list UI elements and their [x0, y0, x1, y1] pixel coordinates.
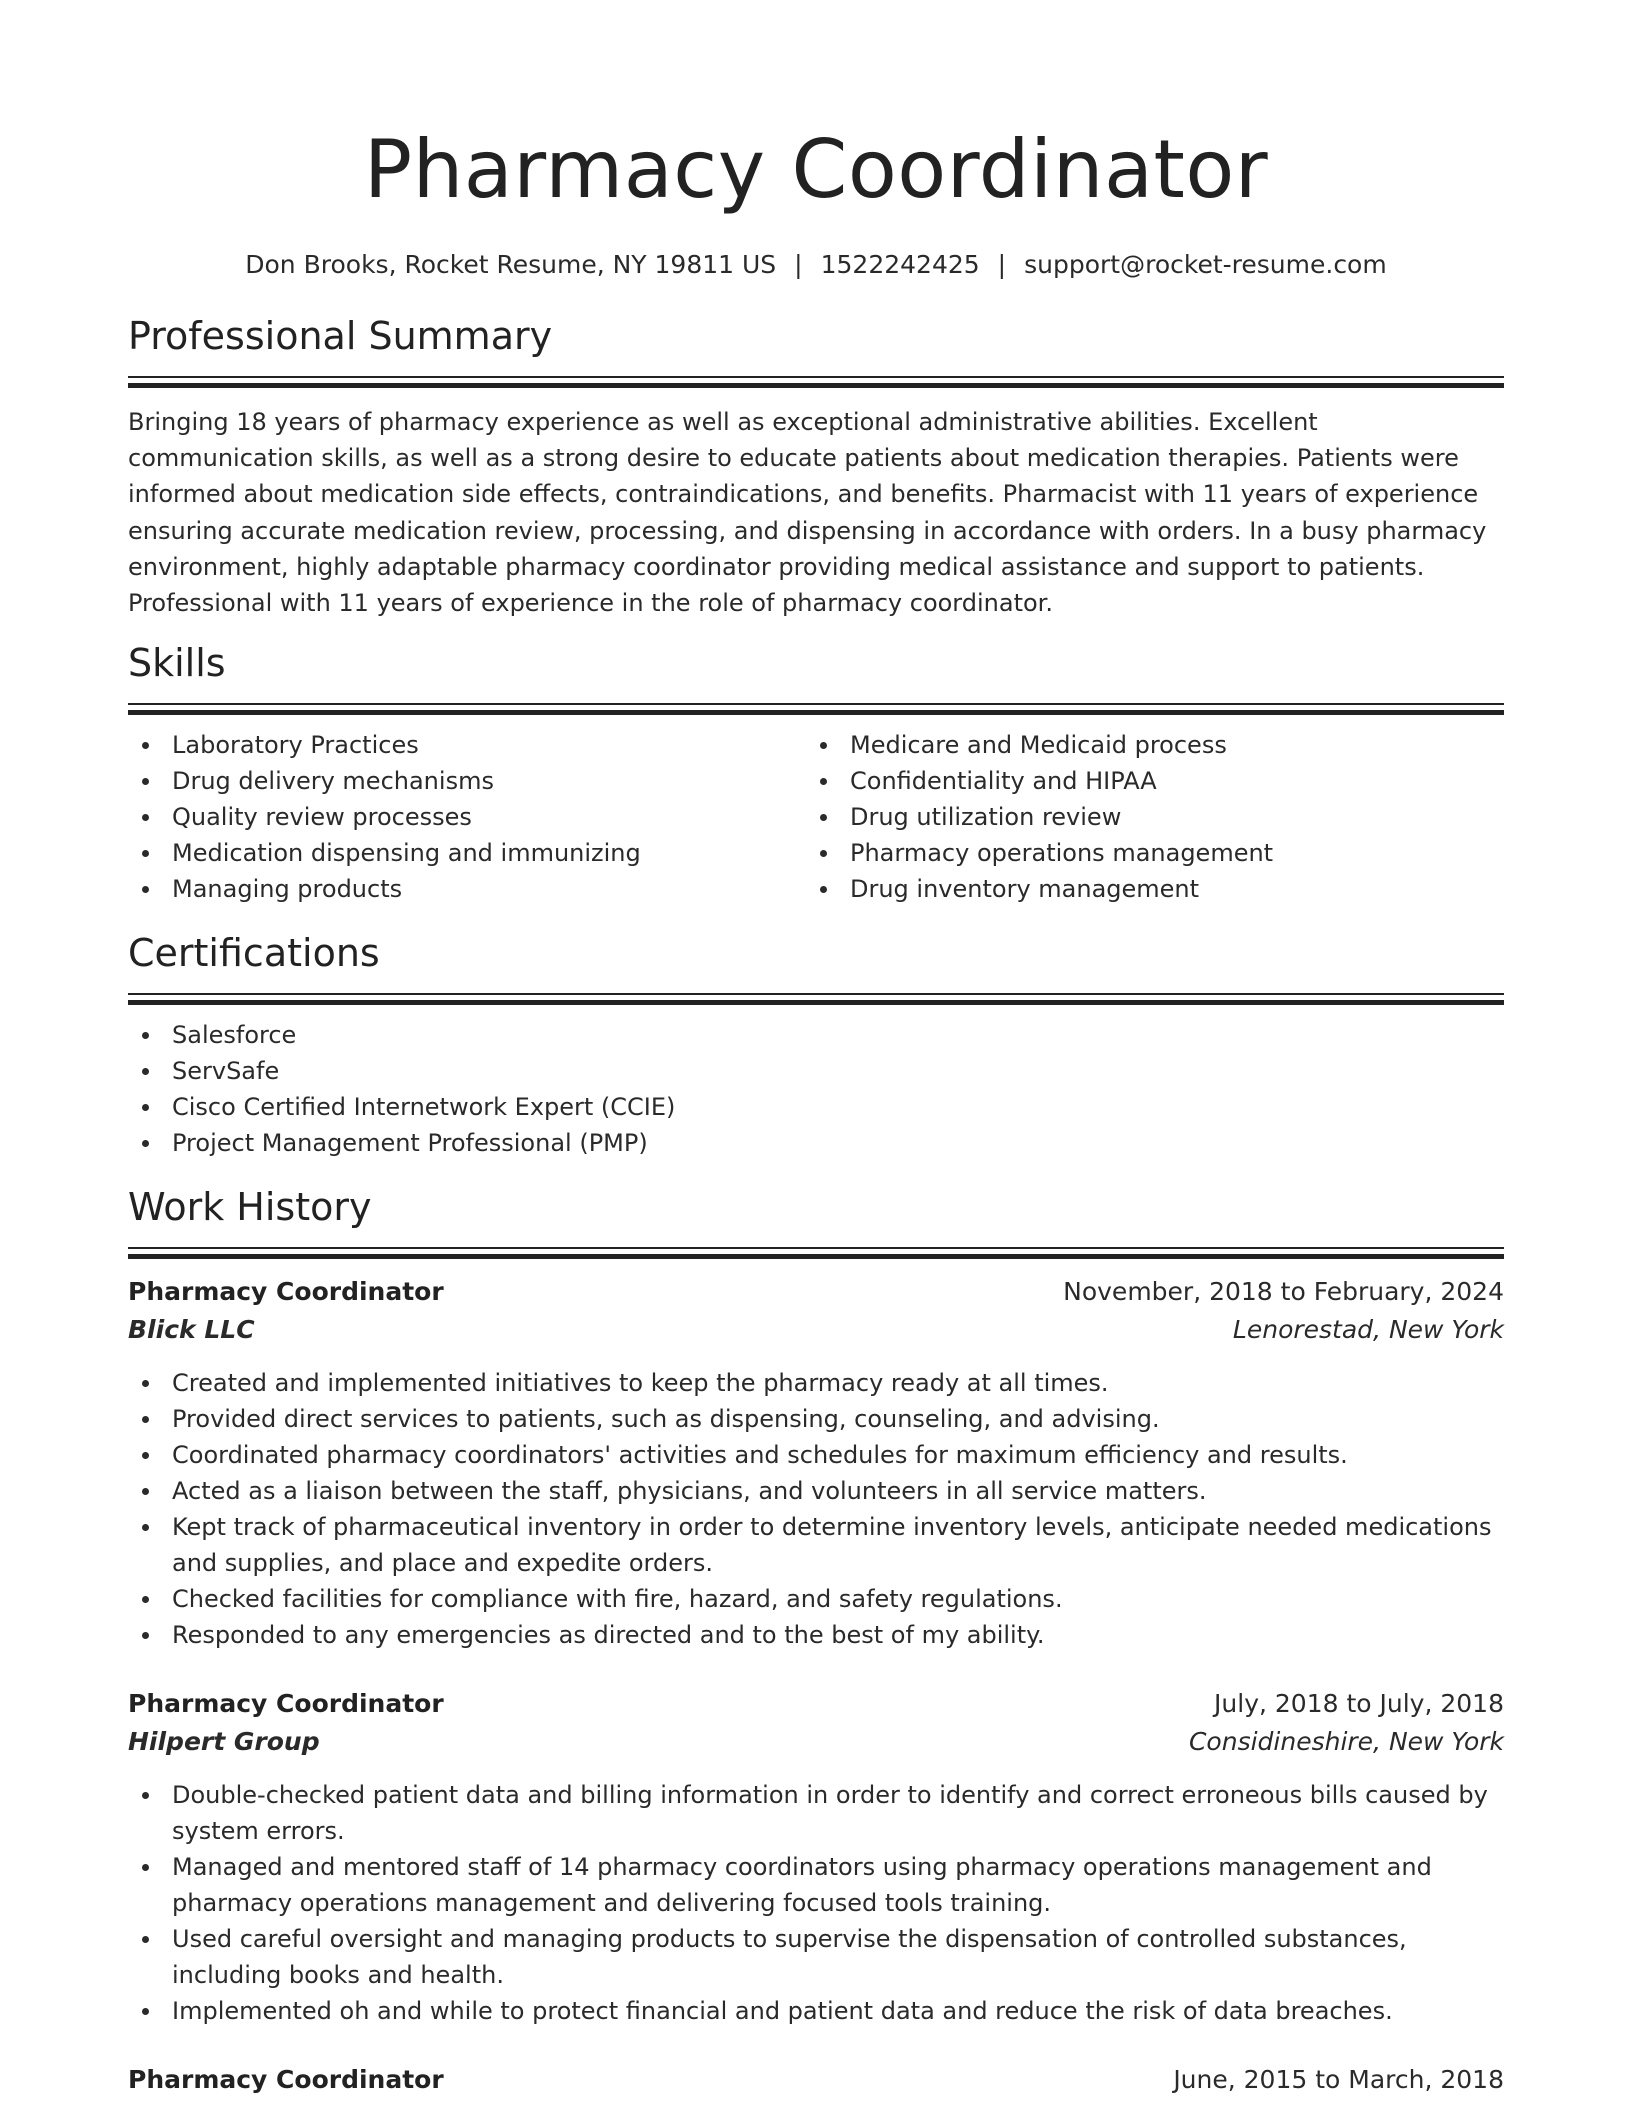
- certification-item: ServSafe: [128, 1053, 1504, 1089]
- job-location: Lenorestad, New York: [1232, 1315, 1504, 1345]
- section-divider: [128, 703, 1504, 715]
- certifications-section: [128, 929, 1504, 1161]
- job-bullet: Provided direct services to patients, such as dispensing, counseling, and advising.: [128, 1401, 1504, 1437]
- skills-heading: Skills: [128, 641, 226, 686]
- summary-section: [128, 312, 1504, 621]
- certification-item: Salesforce: [128, 1017, 1504, 1053]
- contact-line: [128, 248, 1504, 282]
- certifications-list: [128, 1017, 1504, 1161]
- skills-list-right: [806, 727, 1504, 907]
- skill-item: Quality review processes: [128, 799, 806, 835]
- job-company-row: [128, 1311, 1504, 1349]
- skill-item: Pharmacy operations management: [806, 835, 1504, 871]
- job-bullet: Coordinated pharmacy coordinators' activities and schedules for maximum efficiency and results.: [128, 1437, 1504, 1473]
- job-header-row: [128, 1685, 1504, 1723]
- job-header-row: [128, 2061, 1504, 2099]
- contact-separator: |: [997, 250, 1007, 279]
- section-divider: [128, 993, 1504, 1005]
- job-entry: [128, 2061, 1504, 2099]
- summary-text: Bringing 18 years of pharmacy experience as well as exceptional administrative abilities. Excellent communication skills, as well as a strong desire to educate patients about medication therapies. Patients were informed about medication side effects, contraindications, and benefits. Pharmacist with 11 years of experience ensuring accurate medication review, processing, and dispensing in accordance with orders. In a busy pharmacy environment, highly adaptable pharmacy coordinator providing medical assistance and support to patients. Professional with 11 years of experience in the role of pharmacy coordinator.: [128, 408, 1487, 618]
- job-dates: June, 2015 to March, 2018: [1173, 2065, 1504, 2095]
- job-bullet: Acted as a liaison between the staff, physicians, and volunteers in all service matters.: [128, 1473, 1504, 1509]
- skill-item: Managing products: [128, 871, 806, 907]
- job-dates: July, 2018 to July, 2018: [1214, 1689, 1504, 1719]
- resume-name-title: Pharmacy Coordinator: [363, 123, 1269, 216]
- job-bullet: Checked facilities for compliance with fire, hazard, and safety regulations.: [128, 1581, 1504, 1617]
- skill-item: Confidentiality and HIPAA: [806, 763, 1504, 799]
- contact-email: support@rocket-resume.com: [1024, 250, 1387, 279]
- job-title: Pharmacy Coordinator: [128, 1689, 444, 1719]
- summary-heading: Professional Summary: [128, 314, 553, 358]
- skills-section: [128, 639, 1504, 907]
- job-bullets: [128, 1777, 1504, 2029]
- job-company-row: [128, 1723, 1504, 1761]
- job-entry: [128, 1685, 1504, 2029]
- skill-item: Medication dispensing and immunizing: [128, 835, 806, 871]
- contact-phone: 1522242425: [820, 250, 980, 279]
- certification-item: Project Management Professional (PMP): [128, 1125, 1504, 1161]
- skill-item: Medicare and Medicaid process: [806, 727, 1504, 763]
- job-bullet: Managed and mentored staff of 14 pharmacy coordinators using pharmacy operations management and pharmacy operations management and delivering focused tools training.: [128, 1849, 1504, 1921]
- skills-list-left: [128, 727, 806, 907]
- skill-item: Drug inventory management: [806, 871, 1504, 907]
- job-title: Pharmacy Coordinator: [128, 2065, 444, 2095]
- job-bullet: Used careful oversight and managing products to supervise the dispensation of controlled substances, including books and health.: [128, 1921, 1504, 1993]
- skill-item: Drug delivery mechanisms: [128, 763, 806, 799]
- work-history-section: [128, 1183, 1504, 2099]
- job-header-row: [128, 1273, 1504, 1311]
- skills-grid: [128, 727, 1504, 907]
- work-history-heading: Work History: [128, 1185, 372, 1230]
- job-bullets: [128, 1365, 1504, 1653]
- skill-item: Laboratory Practices: [128, 727, 806, 763]
- job-company: Blick LLC: [128, 1315, 255, 1345]
- job-company: Hilpert Group: [128, 1727, 320, 1757]
- contact-separator: |: [794, 250, 803, 279]
- section-divider: [128, 1247, 1504, 1259]
- certification-item: Cisco Certified Internetwork Expert (CCIE): [128, 1089, 1504, 1125]
- job-entry: [128, 1273, 1504, 1653]
- job-bullet: Responded to any emergencies as directed and to the best of my ability.: [128, 1617, 1504, 1653]
- job-location: Considineshire, New York: [1188, 1727, 1504, 1757]
- job-bullet: Created and implemented initiatives to keep the pharmacy ready at all times.: [128, 1365, 1504, 1401]
- certifications-heading: Certifications: [128, 931, 380, 976]
- section-divider: [128, 376, 1504, 388]
- job-bullet: Kept track of pharmaceutical inventory in order to determine inventory levels, anticipate needed medications and supplies, and place and expedite orders.: [128, 1509, 1504, 1581]
- job-bullet: Double-checked patient data and billing information in order to identify and correct erroneous bills caused by system errors.: [128, 1777, 1504, 1849]
- job-bullet: Implemented oh and while to protect financial and patient data and reduce the risk of data breaches.: [128, 1993, 1504, 2029]
- contact-address: Don Brooks, Rocket Resume, NY 19811 US: [245, 250, 777, 279]
- job-dates: November, 2018 to February, 2024: [1063, 1277, 1504, 1307]
- job-title: Pharmacy Coordinator: [128, 1277, 444, 1307]
- skill-item: Drug utilization review: [806, 799, 1504, 835]
